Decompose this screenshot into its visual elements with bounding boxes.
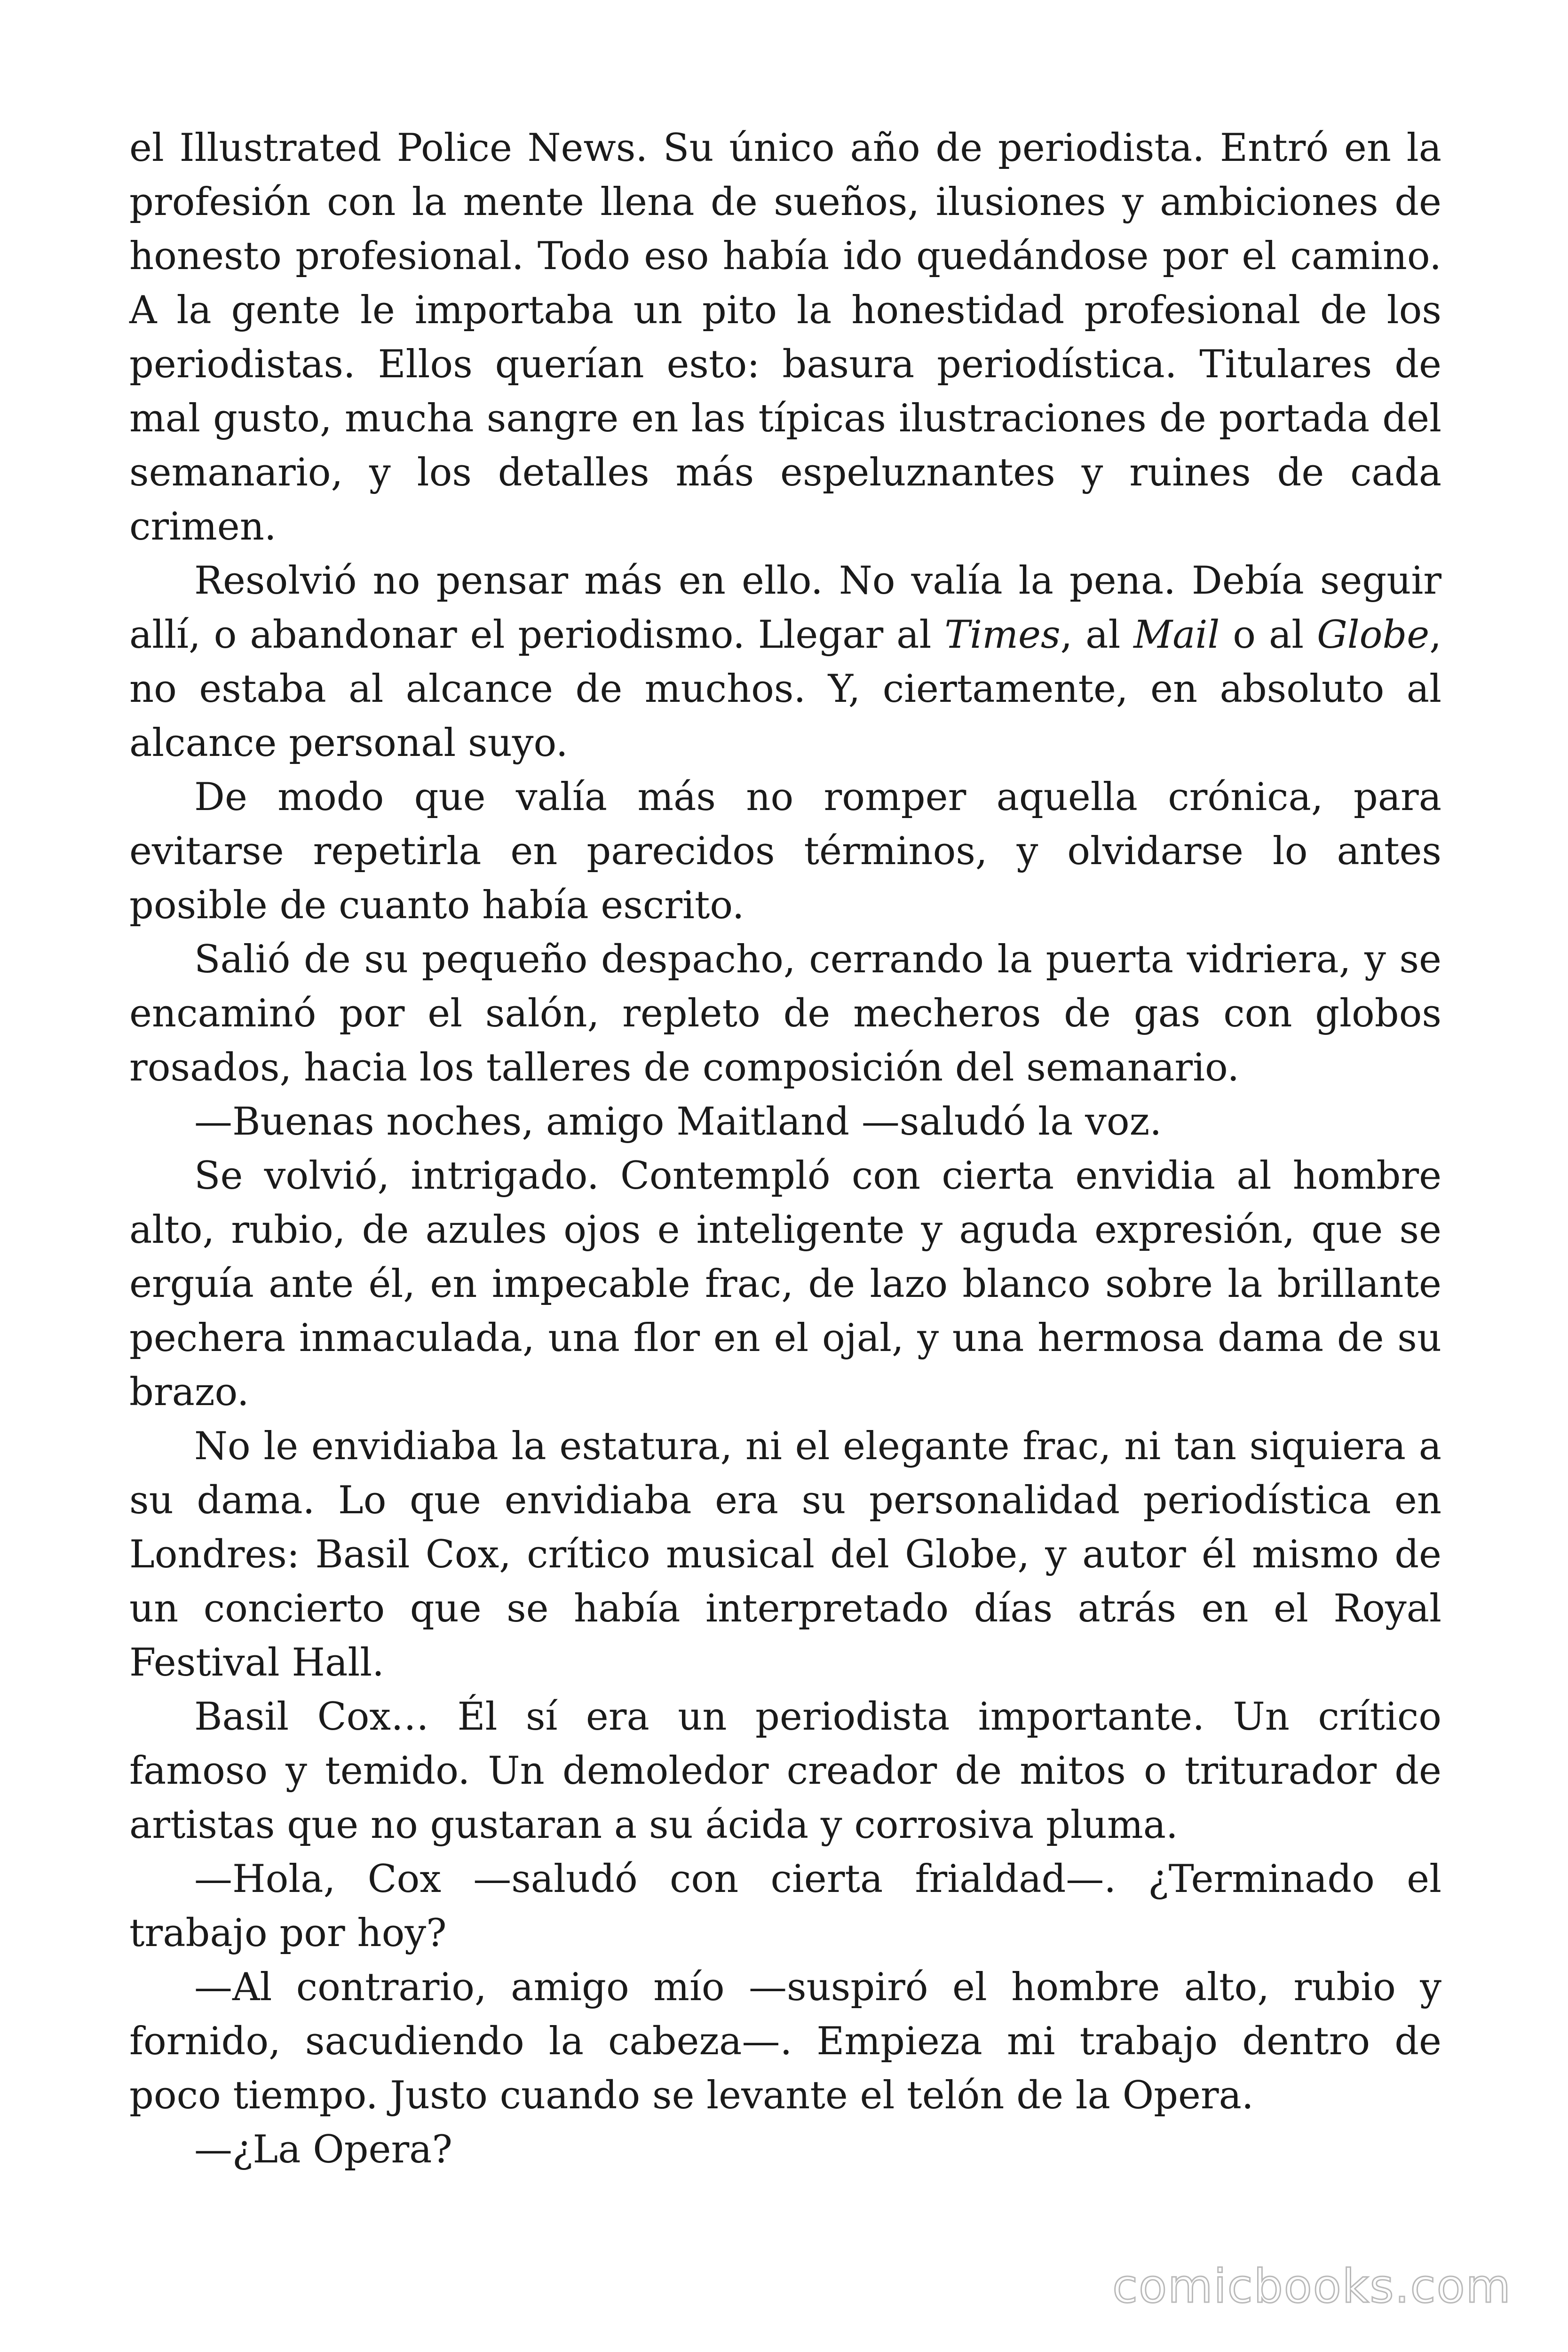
paragraph xyxy=(129,1961,1441,2123)
paragraph xyxy=(129,1852,1441,1961)
paragraph-text: Basil Cox… Él sí era un periodista importante. Un crítico famoso y temido. Un demoledor creador de mitos o triturador de artistas que no gustaran a su ácida y corrosiva pluma. xyxy=(129,1695,1441,1847)
paragraph-text: Se volvió, intrigado. Contempló con cierta envidia al hombre alto, rubio, de azules ojos e inteligente y aguda expresión, que se erguía ante él, en impecable frac, de lazo blanco sobre la brillante pechera inmaculada, una flor en el ojal, y una hermosa dama de su brazo. xyxy=(129,1154,1441,1414)
paragraph xyxy=(129,771,1441,933)
paragraph xyxy=(129,933,1441,1095)
paragraph-text: —Buenas noches, amigo Maitland —saludó la voz. xyxy=(194,1100,1162,1144)
paragraph-text: De modo que valía más no romper aquella crónica, para evitarse repetirla en parecidos términos, y olvidarse lo antes posible de cuanto había escrito. xyxy=(129,775,1441,928)
paragraph xyxy=(129,1420,1441,1690)
paragraph-text: Resolvió no pensar más en ello. No valía la pena. Debía seguir allí, o abandonar el periodismo. Llegar al xyxy=(129,559,1441,657)
paragraph-text: o al xyxy=(1220,613,1317,657)
paragraph-text: Salió de su pequeño despacho, cerrando la puerta vidriera, y se encaminó por el salón, repleto de mecheros de gas con globos rosados, hacia los talleres de composición del semanario. xyxy=(129,938,1441,1090)
paragraph-text: , al xyxy=(1060,613,1134,657)
paragraph-text: —Hola, Cox —saludó con cierta frialdad—. ¿Terminado el trabajo por hoy? xyxy=(129,1857,1441,1955)
italic-text: Mail xyxy=(1133,613,1220,657)
page-body xyxy=(129,121,1441,2177)
paragraph xyxy=(129,121,1441,554)
italic-text: Times xyxy=(944,613,1061,657)
paragraph-text: , no estaba al alcance de muchos. Y, ciertamente, en absoluto al alcance personal suyo. xyxy=(129,613,1441,765)
paragraph-text: —¿La Opera? xyxy=(194,2128,452,2172)
italic-text: Globe xyxy=(1317,613,1430,657)
watermark: comicbooks.com xyxy=(1112,2260,1512,2313)
paragraph xyxy=(129,1149,1441,1420)
paragraph-text: el Illustrated Police News. Su único año de periodista. Entró en la profesión con la mente llena de sueños, ilusiones y ambiciones de honesto profesional. Todo eso había ido quedándose por el camino. A la gente le importaba un pito la honestidad profesional de los periodistas. Ellos querían esto: basura periodística. Titulares de mal gusto, mucha sangre en las típicas ilustraciones de portada del semanario, y los detalles más espeluznantes y ruines de cada crimen. xyxy=(129,126,1441,549)
paragraph xyxy=(129,2123,1441,2177)
paragraph xyxy=(129,1095,1441,1149)
paragraph-text: No le envidiaba la estatura, ni el elegante frac, ni tan siquiera a su dama. Lo que envidiaba era su personalidad periodística en Londres: Basil Cox, crítico musical del Globe, y autor él mismo de un concierto que se había interpretado días atrás en el Royal Festival Hall. xyxy=(129,1424,1441,1685)
paragraph xyxy=(129,554,1441,771)
paragraph xyxy=(129,1690,1441,1852)
paragraph-text: —Al contrario, amigo mío —suspiró el hombre alto, rubio y fornido, sacudiendo la cabeza—. Empieza mi trabajo dentro de poco tiempo. Justo cuando se levante el telón de la Opera. xyxy=(129,1965,1441,2118)
